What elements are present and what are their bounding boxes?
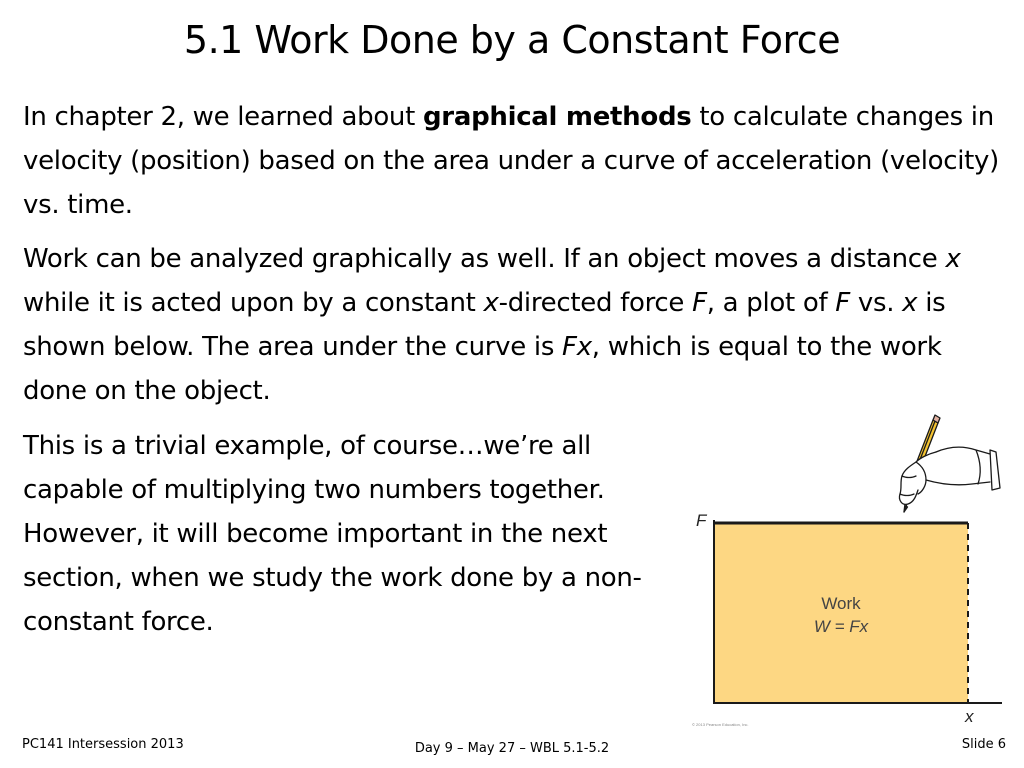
- p2-text-c: -directed force: [498, 288, 693, 318]
- copyright-text: © 2013 Pearson Education, Inc.: [692, 722, 749, 727]
- p2-text-d: , a plot of: [706, 288, 836, 318]
- work-formula-label: W = Fx: [813, 617, 869, 636]
- p1-text-c: to calculate changes in velocity (position) based on the area under a curve of acceleration (velocity) vs. time.: [23, 102, 999, 220]
- p2-text-f: is shown below. The area under the curve is: [23, 288, 946, 362]
- footer-slide-number: Slide 6: [961, 737, 1006, 752]
- work-area-label: Work: [821, 594, 861, 613]
- p1-bold-term: graphical methods: [422, 102, 692, 132]
- p2-text-g: , which is equal to the work done on the object.: [23, 332, 942, 406]
- p2-var-f2: F: [835, 288, 850, 318]
- force-vs-position-figure: [690, 410, 1010, 730]
- paragraph-trivial-example: This is a trivial example, of course…we’re all capable of multiplying two numbers together. However, it will become important in the next section, when we study the work done by a non-constant force.: [23, 431, 642, 637]
- p2-text-e: vs.: [849, 288, 903, 318]
- p2-text-b: while it is acted upon by a constant: [23, 288, 484, 318]
- work-area-plot: [690, 410, 1010, 730]
- p2-var-f1: F: [692, 288, 707, 318]
- paragraph-graphical-methods: [23, 95, 1013, 227]
- footer-date: Day 9 – May 27 – WBL 5.1-5.2: [414, 741, 610, 756]
- y-axis-label: F: [696, 511, 707, 530]
- p2-var-x1: x: [945, 244, 961, 274]
- p2-var-fx: Fx: [562, 332, 592, 362]
- p2-var-x3: x: [902, 288, 918, 318]
- footer-course: PC141 Intersession 2013: [22, 737, 184, 752]
- p1-text-a: In chapter 2, we learned about: [23, 102, 423, 132]
- work-area-rect: [714, 523, 968, 703]
- slide-title: 5.1 Work Done by a Constant Force: [183, 18, 841, 62]
- p2-text-a: Work can be analyzed graphically as well. If an object moves a distance: [23, 244, 946, 274]
- p2-var-x2: x: [483, 288, 499, 318]
- hand-pencil-icon: [899, 415, 1000, 512]
- paragraph-work-graphically: [23, 237, 1013, 413]
- x-axis-label: x: [965, 707, 974, 726]
